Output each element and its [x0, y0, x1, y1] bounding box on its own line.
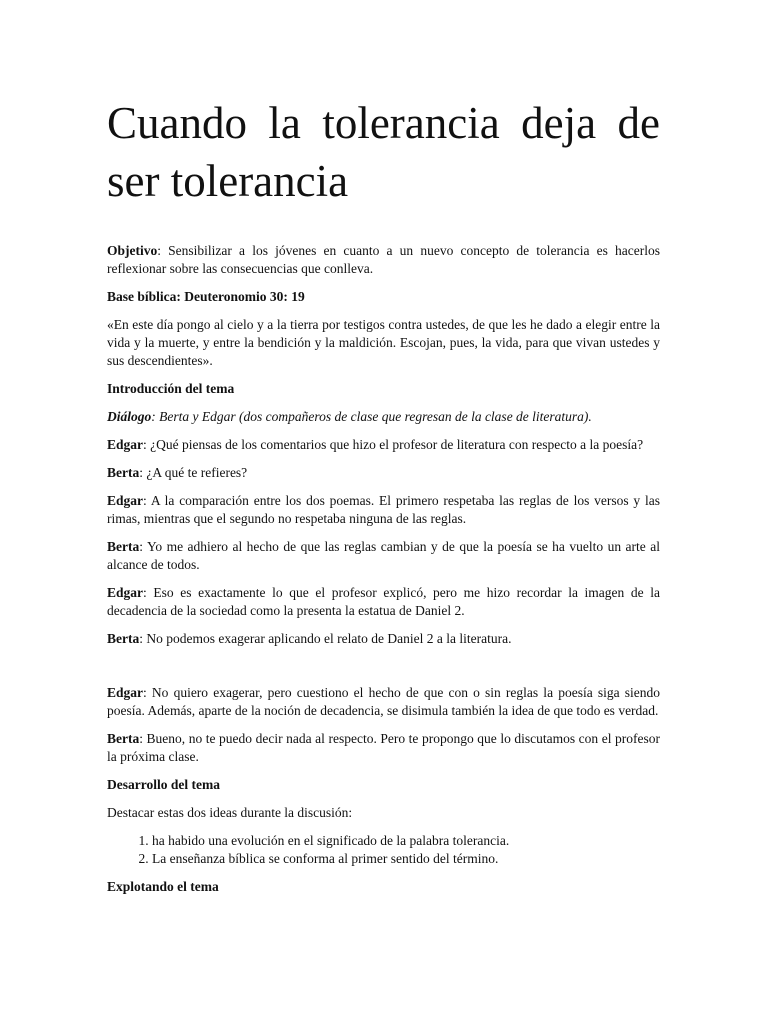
dialogue-line [107, 538, 660, 574]
dialogue-text: : No quiero exagerar, pero cuestiono el hecho de que con o sin reglas la poesía siga siendo poesía. Además, aparte de la noción de decadencia, se disimula también la idea de que todo es verdad. [107, 685, 660, 718]
objetivo-text: : Sensibilizar a los jóvenes en cuanto a un nuevo concepto de tolerancia es hacerlos reflexionar sobre las consecuencias que conlleva. [107, 243, 660, 276]
speaker: Berta [107, 465, 140, 480]
introduccion-heading: Introducción del tema [107, 381, 235, 396]
ideas-list [107, 832, 660, 868]
dialogo-paragraph [107, 408, 660, 426]
dialogue-line [107, 630, 660, 648]
speaker: Berta [107, 731, 140, 746]
dialogue-text: : Eso es exactamente lo que el profesor explicó, pero me hizo recordar la imagen de la decadencia de la sociedad como la presenta la estatua de Daniel 2. [107, 585, 660, 618]
dialogue-line [107, 464, 660, 482]
explotando-heading: Explotando el tema [107, 879, 219, 894]
speaker: Edgar [107, 493, 144, 508]
speaker: Berta [107, 539, 140, 554]
dialogue-line [107, 492, 660, 528]
dialogue-text: : ¿Qué piensas de los comentarios que hizo el profesor de literatura con respecto a la poesía? [143, 437, 644, 452]
dialogue-line [107, 584, 660, 620]
list-item: 2. La enseñanza bíblica se conforma al primer sentido del término. [152, 850, 660, 868]
speaker: Edgar [107, 585, 144, 600]
desarrollo-intro: Destacar estas dos ideas durante la discusión: [107, 805, 353, 820]
dialogue-text: : No podemos exagerar aplicando el relato de Daniel 2 a la literatura. [139, 631, 512, 646]
blank-line [107, 658, 660, 684]
document-title: Cuando la tolerancia deja de ser tolerancia [107, 98, 660, 206]
speaker: Berta [107, 631, 140, 646]
dialogue-text: : Bueno, no te puedo decir nada al respecto. Pero te propongo que lo discutamos con el profesor la próxima clase. [107, 731, 660, 764]
desarrollo-heading: Desarrollo del tema [107, 777, 220, 792]
dialogue-text: : Yo me adhiero al hecho de que las reglas cambian y de que la poesía se ha vuelto un arte al alcance de todos. [107, 539, 660, 572]
speaker: Edgar [107, 685, 144, 700]
dialogue-line [107, 436, 660, 454]
dialogue-line [107, 684, 660, 720]
document-body [107, 242, 660, 896]
list-item: 1. ha habido una evolución en el significado de la palabra tolerancia. [152, 832, 660, 850]
speaker: Edgar [107, 437, 144, 452]
dialogue-line [107, 730, 660, 766]
objetivo-label: Objetivo [107, 243, 158, 258]
dialogo-label: Diálogo [107, 409, 152, 424]
dialogue-text: : A la comparación entre los dos poemas. El primero respetaba las reglas de los versos y las rimas, mientras que el segundo no respetaba ninguna de las reglas. [107, 493, 660, 526]
dialogo-text: : Berta y Edgar (dos compañeros de clase que regresan de la clase de literatura). [151, 409, 592, 424]
bible-quote: «En este día pongo al cielo y a la tierra por testigos contra ustedes, de que les he dado a elegir entre la vida y la muerte, y entre la bendición y la maldición. Escojan, pues, la vida, para que vivan ustedes y sus descendientes». [107, 317, 660, 368]
objetivo-paragraph [107, 242, 660, 278]
dialogue-text: : ¿A qué te refieres? [139, 465, 248, 480]
base-biblica-heading: Base bíblica: Deuteronomio 30: 19 [107, 289, 305, 304]
